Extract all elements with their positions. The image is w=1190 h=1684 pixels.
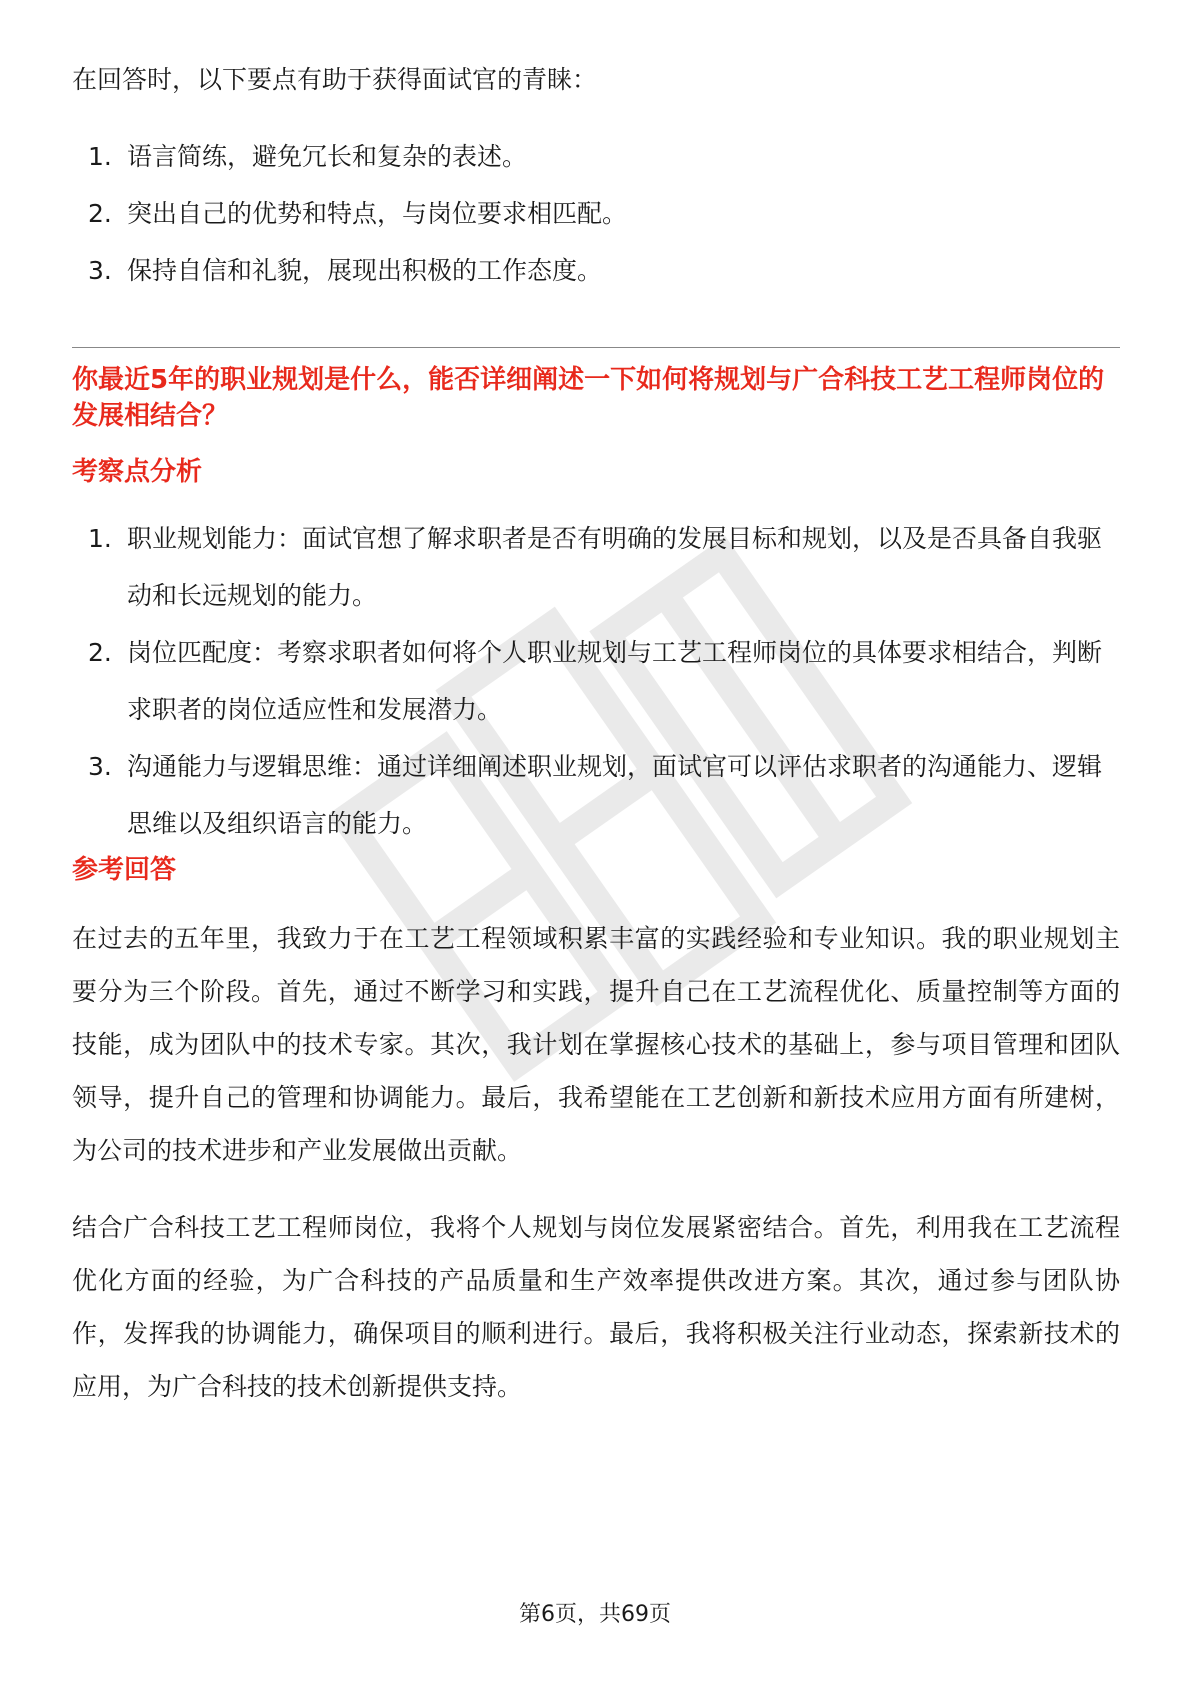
list-item-text: 沟通能力与逻辑思维：通过详细阐述职业规划，面试官可以评估求职者的沟通能力、逻辑思维以及组织语言的能力。	[127, 752, 1103, 838]
list-number: 3.	[88, 752, 112, 781]
answer-paragraph: 在过去的五年里，我致力于在工艺工程领域积累丰富的实践经验和专业知识。我的职业规划主要分为三个阶段。首先，通过不断学习和实践，提升自己在工艺流程优化、质量控制等方面的技能，成为团队中的技术专家。其次，我计划在掌握核心技术的基础上，参与项目管理和团队领导，提升自己的管理和协调能力。最后，我希望能在工艺创新和新技术应用方面有所建树，为公司的技术进步和产业发展做出贡献。	[72, 924, 1120, 1165]
list-item	[72, 624, 1120, 738]
list-number: 3.	[88, 256, 112, 285]
list-item	[72, 128, 1120, 185]
list-number: 1.	[88, 142, 112, 171]
main-content	[72, 60, 1120, 1437]
page-footer: 第6页，共69页	[519, 1602, 671, 1627]
list-item-text: 保持自信和礼貌，展现出积极的工作态度。	[127, 256, 603, 285]
list-number: 2.	[88, 638, 112, 667]
question-heading: 你最近5年的职业规划是什么，能否详细阐述一下如何将规划与广合科技工艺工程师岗位的发展相结合？	[72, 365, 1105, 431]
list-item	[72, 242, 1120, 299]
list-item-text: 职业规划能力：面试官想了解求职者是否有明确的发展目标和规划，以及是否具备自我驱动和长远规划的能力。	[127, 524, 1103, 610]
tips-list	[72, 128, 1120, 299]
list-item-text: 语言简练，避免冗长和复杂的表述。	[127, 142, 528, 171]
answer-paragraph: 结合广合科技工艺工程师岗位，我将个人规划与岗位发展紧密结合。首先，利用我在工艺流程优化方面的经验，为广合科技的产品质量和生产效率提供改进方案。其次，通过参与团队协作，发挥我的协调能力，确保项目的顺利进行。最后，我将积极关注行业动态，探索新技术的应用，为广合科技的技术创新提供支持。	[72, 1213, 1120, 1401]
intro-text: 在回答时，以下要点有助于获得面试官的青睐：	[72, 65, 598, 94]
list-item-text: 岗位匹配度：考察求职者如何将个人职业规划与工艺工程师岗位的具体要求相结合，判断求职者的岗位适应性和发展潜力。	[127, 638, 1103, 724]
list-item	[72, 738, 1120, 852]
section-divider	[72, 347, 1120, 348]
list-item-text: 突出自己的优势和特点，与岗位要求相匹配。	[127, 199, 628, 228]
list-item	[72, 510, 1120, 624]
analysis-list	[72, 510, 1120, 852]
answer-heading: 参考回答	[72, 855, 177, 885]
list-number: 1.	[88, 524, 112, 553]
list-number: 2.	[88, 199, 112, 228]
analysis-heading: 考察点分析	[72, 457, 203, 487]
list-item	[72, 185, 1120, 242]
